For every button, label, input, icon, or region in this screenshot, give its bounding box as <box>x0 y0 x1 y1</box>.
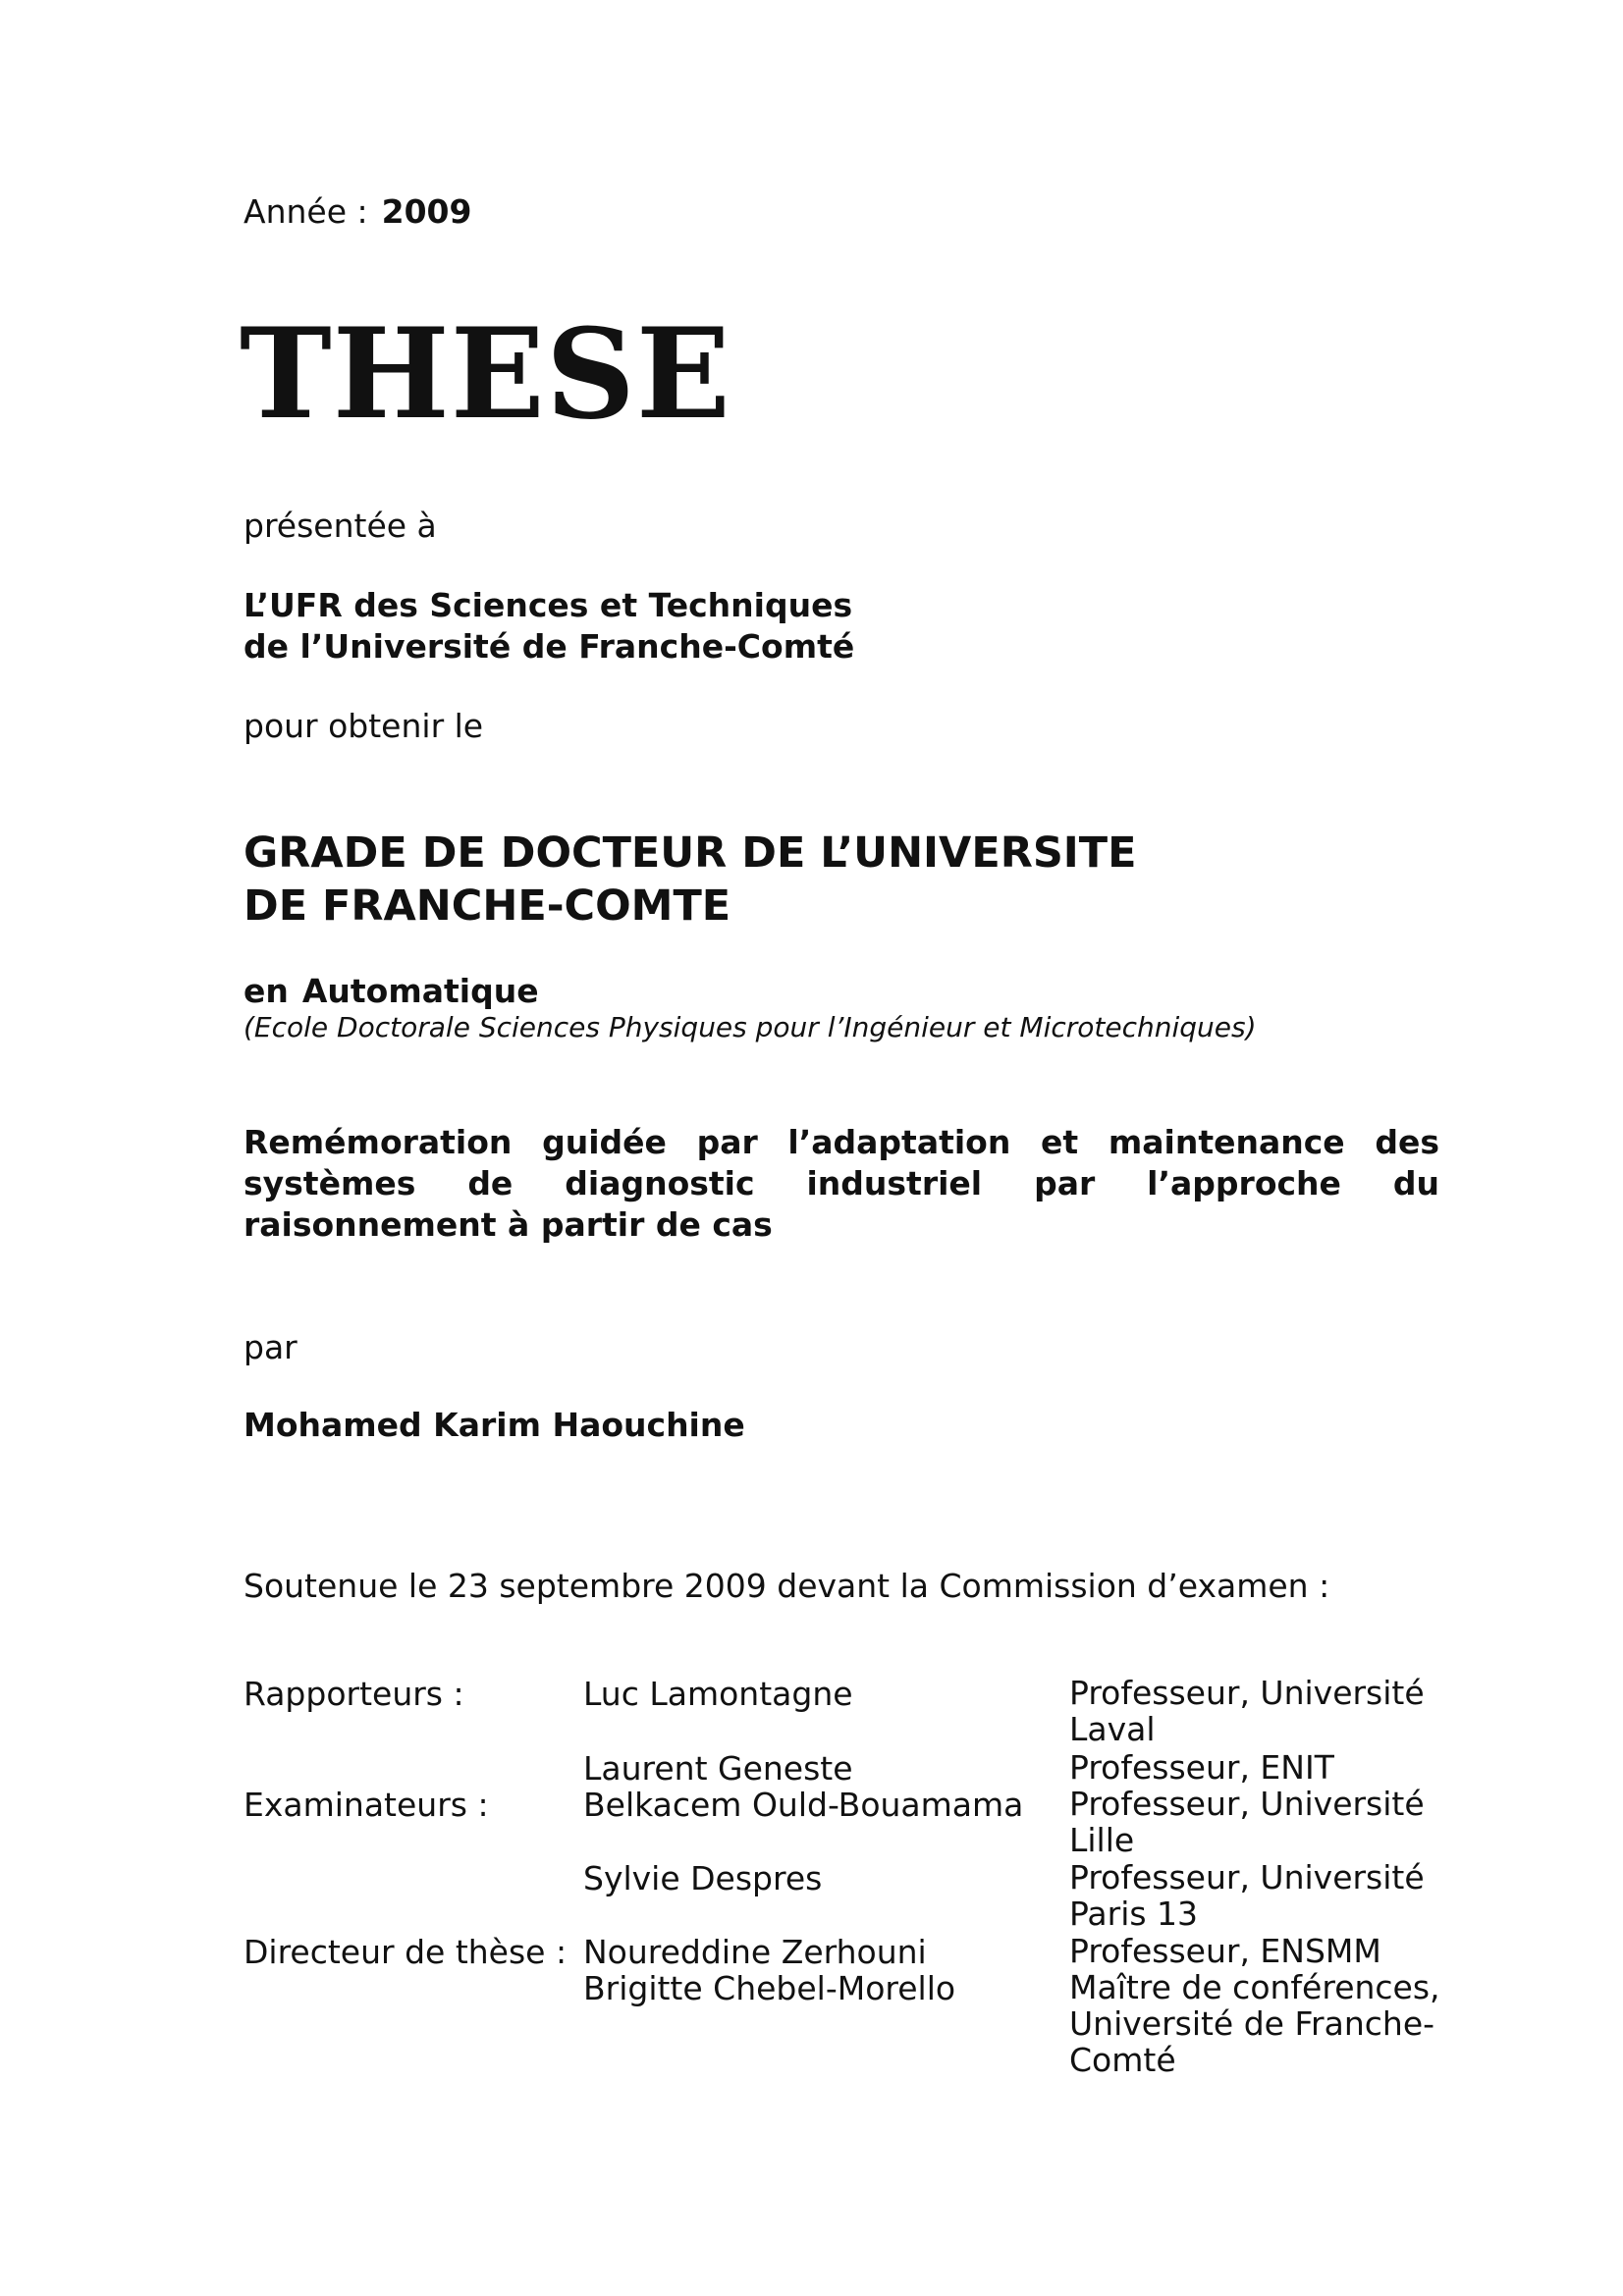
thesis-title-line-1: Remémoration guidée par l’adaptation et maintenance des <box>243 1123 1439 1161</box>
jury-member-affiliation: Professeur, Université Paris 13 <box>1069 1858 1425 1933</box>
year-label: Année : <box>243 192 368 231</box>
degree-heading <box>243 827 1137 933</box>
degree-line-1: GRADE DE DOCTEUR DE L’UNIVERSITE <box>243 828 1137 878</box>
presented-to-text: présentée à <box>243 507 437 545</box>
author-name: Mohamed Karim Haouchine <box>243 1406 745 1444</box>
institution-line-2: de l’Université de Franche-Comté <box>243 627 855 666</box>
jury-member-name: Noureddine Zerhouni <box>583 1933 927 1971</box>
jury-member-affiliation: Professeur, ENSMM <box>1069 1932 1381 1970</box>
jury-role: Examinateurs : <box>243 1786 489 1824</box>
year-line <box>243 192 471 231</box>
degree-line-2: DE FRANCHE-COMTE <box>243 881 731 931</box>
thesis-title-line-3: raisonnement à partir de cas <box>243 1205 773 1244</box>
by-text: par <box>243 1328 298 1366</box>
thesis-title-line-2: systèmes de diagnostic industriel par l’approche du <box>243 1164 1439 1202</box>
specialty-line <box>243 972 539 1010</box>
jury-member-name: Sylvie Despres <box>583 1859 823 1897</box>
doctoral-school: (Ecole Doctorale Sciences Physiques pour l’Ingénieur et Microtechniques) <box>243 1011 1257 1043</box>
jury-member-name: Luc Lamontagne <box>583 1675 853 1713</box>
to-obtain-text: pour obtenir le <box>243 707 484 745</box>
thesis-title <box>243 1122 1439 1246</box>
jury-member-name: Belkacem Ould-Bouamama <box>583 1786 1024 1824</box>
specialty-prefix: en <box>243 972 289 1010</box>
jury-member-affiliation: Professeur, ENIT <box>1069 1748 1334 1787</box>
jury-member-affiliation: Professeur, Université Lille <box>1069 1785 1425 1859</box>
jury-member-name: Brigitte Chebel-Morello <box>583 1969 956 2007</box>
jury-role: Rapporteurs : <box>243 1675 464 1713</box>
institution <box>243 585 854 667</box>
jury-role: Directeur de thèse : <box>243 1933 568 1971</box>
year-value: 2009 <box>381 192 472 231</box>
defense-statement: Soutenue le 23 septembre 2009 devant la Commission d’examen : <box>243 1567 1330 1605</box>
jury-member-affiliation: Professeur, Université Laval <box>1069 1674 1425 1748</box>
jury-member-affiliation: Maître de conférences, Université de Franche-Comté <box>1069 1968 1440 2079</box>
institution-line-1: L’UFR des Sciences et Techniques <box>243 586 853 624</box>
jury-member-name: Laurent Geneste <box>583 1749 853 1788</box>
document-title: THESE <box>240 301 731 447</box>
specialty-name: Automatique <box>301 972 539 1010</box>
